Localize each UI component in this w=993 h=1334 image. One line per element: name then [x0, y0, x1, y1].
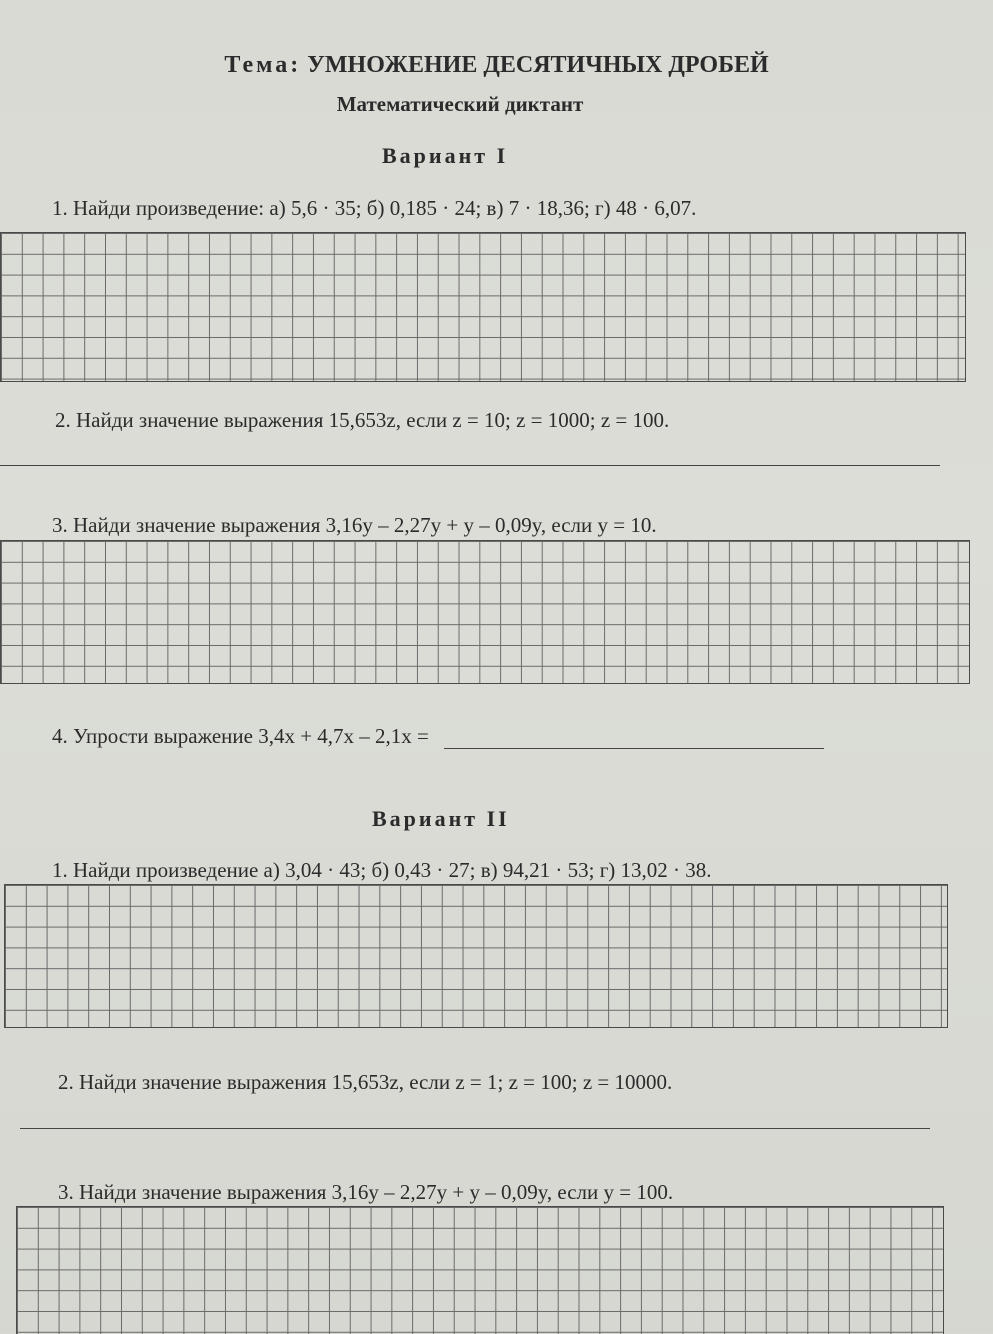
variant1-title: Вариант I — [382, 143, 509, 168]
page-title — [0, 52, 993, 79]
answer-line-v1-t4[interactable] — [444, 728, 824, 749]
answer-grid-v1-t1[interactable] — [0, 232, 966, 382]
variant2-task2 — [58, 1070, 672, 1095]
task-number: 4. — [52, 724, 68, 748]
task-text: Найди значение выражения 15,653z, если z = 1; z = 100; z = 10000. — [79, 1070, 673, 1094]
variant2-task3 — [58, 1180, 673, 1205]
answer-line-v2-t2[interactable] — [20, 1128, 930, 1129]
task-number: 2. — [58, 1070, 74, 1094]
task-number: 3. — [58, 1180, 74, 1204]
answer-grid-v2-t1[interactable] — [4, 884, 948, 1028]
task-text: Найди произведение а) 3,04 · 43; б) 0,43 · 27; в) 94,21 · 53; г) 13,02 · 38. — [73, 858, 712, 882]
variant1-task4 — [52, 724, 824, 749]
task-text: Упрости выражение 3,4x + 4,7x – 2,1x = — [73, 724, 429, 748]
topic-name: УМНОЖЕНИЕ ДЕСЯТИЧНЫХ ДРОБЕЙ — [307, 52, 769, 78]
answer-line-v1-t2[interactable] — [0, 465, 940, 466]
answer-grid-v1-t3[interactable] — [0, 540, 970, 684]
variant2-title: Вариант II — [372, 806, 510, 831]
variant1-task1 — [52, 196, 696, 221]
task-text: Найди произведение: а) 5,6 · 35; б) 0,185 · 24; в) 7 · 18,36; г) 48 · 6,07. — [73, 196, 697, 220]
task-text: Найди значение выражения 3,16y – 2,27y + y – 0,09y, если y = 100. — [79, 1180, 674, 1204]
variant1-task3 — [52, 513, 657, 538]
task-text: Найди значение выражения 3,16y – 2,27y + y – 0,09y, если y = 10. — [73, 513, 657, 537]
answer-grid-v2-t3[interactable] — [16, 1206, 944, 1334]
task-text: Найди значение выражения 15,653z, если z = 10; z = 1000; z = 100. — [76, 408, 670, 432]
task-number: 1. — [52, 196, 68, 220]
variant2-task1 — [52, 858, 712, 883]
task-number: 1. — [52, 858, 68, 882]
variant1-task2 — [55, 408, 669, 433]
topic-label: Тема: — [224, 52, 302, 78]
page-subtitle: Математический диктант — [336, 92, 584, 116]
task-number: 2. — [55, 408, 71, 432]
task-number: 3. — [52, 513, 68, 537]
